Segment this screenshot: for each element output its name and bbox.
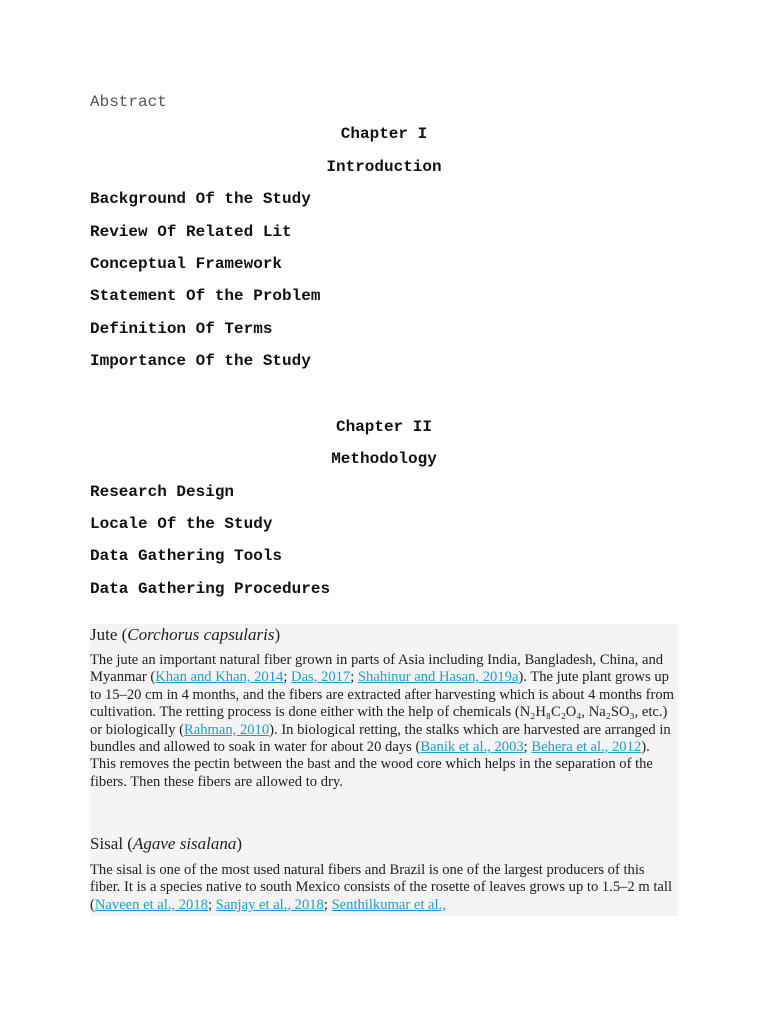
- chapter-1-number: Chapter I: [340, 125, 428, 143]
- toc-item: Background Of the Study: [90, 190, 311, 208]
- toc-item: Review Of Related Lit: [90, 223, 292, 241]
- chapter-1-title: Introduction: [326, 158, 442, 176]
- sisal-species: Agave sisalana: [132, 834, 237, 853]
- citation-link[interactable]: Senthilkumar et al.,: [331, 896, 446, 913]
- abstract-label: Abstract: [90, 93, 167, 111]
- citation-link[interactable]: Das, 2017: [291, 669, 351, 686]
- toc-item: Data Gathering Procedures: [90, 580, 331, 598]
- jute-paragraph: The jute an important natural fiber grown in parts of Asia including India, Bangladesh, China, and Myanmar (Khan and Khan, 2014; Das, 2017; Shahinur and Hasan, 2019a). The jute plant grows up to 15–20 cm in 4 months, and the fibers are extracted after harvesting which is about 4 months from cultivation. The retting process is done either with the help of chemicals (N₂H₈C₂O₄, Na₂SO₃, etc.) or biologically (Rahman, 2010). In biological retting, the stalks which are harvested are arranged in bundles and allowed to soak in water for about 20 days (Banik et al., 2003; Behera et al., 2012). This removes the pectin between the bast and the wood core which helps in the separation of the fibers. Then these fibers are allowed to dry.: [90, 652, 675, 790]
- chapter-2-title: Methodology: [331, 450, 437, 468]
- citation-link[interactable]: Naveen et al., 2018: [94, 896, 208, 913]
- chapter-2-number: Chapter II: [335, 418, 432, 436]
- toc-item: Research Design: [90, 483, 235, 501]
- toc-item: Importance Of the Study: [90, 352, 311, 370]
- jute-heading: Jute (Corchorus capsularis): [90, 625, 281, 644]
- toc-item: Conceptual Framework: [90, 255, 283, 273]
- toc-item: Locale Of the Study: [90, 515, 273, 533]
- jute-species: Corchorus capsularis: [127, 625, 275, 644]
- citation-link[interactable]: Banik et al., 2003: [420, 739, 524, 756]
- sisal-heading: Sisal (Agave sisalana): [90, 834, 243, 853]
- article-excerpt: [90, 624, 678, 916]
- citation-link[interactable]: Sanjay et al., 2018: [215, 896, 324, 913]
- toc-item: Definition Of Terms: [90, 320, 273, 338]
- sisal-paragraph: The sisal is one of the most used natural fibers and Brazil is one of the largest producers of this fiber. It is a species native to south Mexico consists of the rosette of leaves grows up to 1.5–2 m tall (Naveen et al., 2018; Sanjay et al., 2018; Senthilkumar et al.,: [90, 862, 673, 913]
- citation-link[interactable]: Rahman, 2010: [184, 721, 270, 738]
- citation-link[interactable]: Behera et al., 2012: [531, 739, 642, 756]
- toc-item: Statement Of the Problem: [90, 287, 321, 305]
- citation-link[interactable]: Shahinur and Hasan, 2019a: [357, 669, 519, 686]
- toc-item: Data Gathering Tools: [90, 547, 283, 565]
- citation-link[interactable]: Khan and Khan, 2014: [155, 669, 284, 686]
